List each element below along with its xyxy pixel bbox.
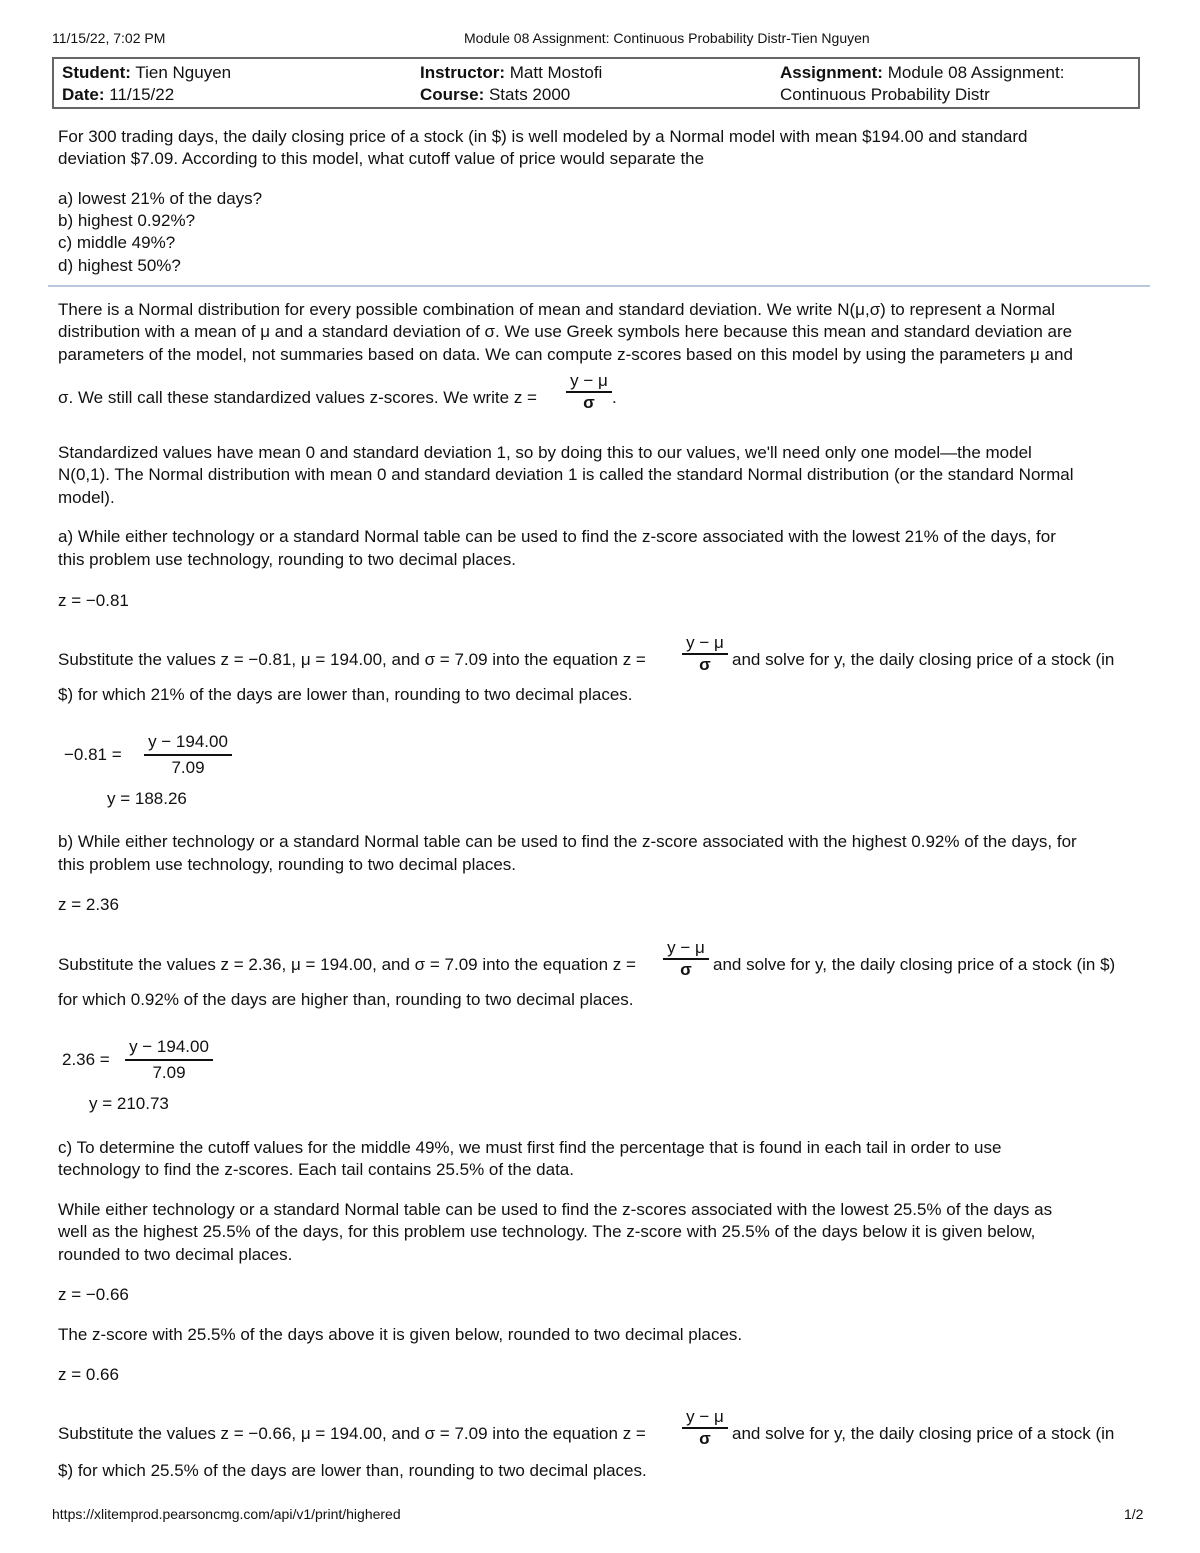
eq-numerator: y − 194.00 bbox=[125, 1035, 213, 1061]
part-c-line-1: c) To determine the cutoff values for the middle 49%, we must first find the percentage that is found in each tail in order to use bbox=[58, 1138, 1002, 1157]
page-number: 1/2 bbox=[1124, 1506, 1144, 1522]
question-text-2: deviation $7.09. According to this model, what cutoff value of price would separate the bbox=[58, 149, 705, 168]
part-a-eq-fraction bbox=[144, 730, 232, 780]
instructor-name: Matt Mostofi bbox=[509, 63, 603, 82]
course-name: Stats 2000 bbox=[488, 85, 571, 104]
fraction-numerator: y − μ bbox=[663, 938, 709, 960]
part-a-substitute-1-end: and solve for y, the daily closing price of a stock (in bbox=[732, 650, 1115, 669]
part-b-substitute-1: Substitute the values z = 2.36, μ = 194.00, and σ = 7.09 into the equation z = bbox=[58, 955, 636, 974]
part-c-para-2: well as the highest 25.5% of the days, for this problem use technology. The z-score with 25.5% of the days below it is given below, bbox=[58, 1222, 1036, 1241]
intro-line-4: σ. We still call these standardized values z-scores. We write z = bbox=[58, 388, 537, 407]
standard-line-3: model). bbox=[58, 488, 115, 507]
part-c-z-upper: z = 0.66 bbox=[58, 1365, 119, 1384]
date-label: Date: bbox=[62, 85, 105, 104]
part-a-line-2: this problem use technology, rounding to two decimal places. bbox=[58, 550, 516, 569]
part-a-z-value: z = −0.81 bbox=[58, 591, 129, 610]
student-name: Tien Nguyen bbox=[135, 63, 232, 82]
date-value: 11/15/22 bbox=[109, 85, 175, 104]
question-text-1: For 300 trading days, the daily closing price of a stock (in $) is well modeled by a Normal model with mean $194.00 and standard bbox=[58, 127, 1028, 146]
eq-numerator: y − 194.00 bbox=[144, 730, 232, 756]
assignment-label: Assignment: bbox=[780, 63, 883, 82]
fraction-denominator: σ bbox=[583, 393, 595, 412]
part-b-line-1: b) While either technology or a standard Normal table can be used to find the z-score associated with the highest 0.92% of the days, for bbox=[58, 832, 1077, 851]
part-b-z-value: z = 2.36 bbox=[58, 895, 119, 914]
assignment-name: Module 08 Assignment: bbox=[887, 63, 1065, 82]
eq-denominator: 7.09 bbox=[152, 1063, 186, 1082]
part-a-z-formula bbox=[682, 633, 728, 675]
intro-line-3: parameters of the model, not summaries based on data. We can compute z-scores based on this model by using the parameters μ and bbox=[58, 345, 1073, 364]
part-b-z-formula bbox=[663, 938, 709, 980]
assignment-name-cont: Continuous Probability Distr bbox=[780, 85, 990, 104]
section-divider bbox=[48, 285, 1150, 287]
intro-line-2: distribution with a mean of μ and a standard deviation of σ. We use Greek symbols here because this mean and standard deviation are bbox=[58, 322, 1073, 341]
part-c-line-2: technology to find the z-scores. Each tail contains 25.5% of the data. bbox=[58, 1160, 574, 1179]
part-c-substitute-1-end: and solve for y, the daily closing price of a stock (in bbox=[732, 1424, 1115, 1443]
part-c-z-formula bbox=[682, 1407, 728, 1449]
fraction-denominator: σ bbox=[699, 1429, 711, 1448]
intro-line-4-end: . bbox=[612, 388, 617, 407]
print-datetime: 11/15/22, 7:02 PM bbox=[52, 30, 166, 46]
z-formula-fraction bbox=[566, 371, 612, 413]
student-label: Student: bbox=[62, 63, 131, 82]
course-row bbox=[420, 84, 570, 106]
intro-line-1: There is a Normal distribution for every possible combination of mean and standard deviation. We write N(μ,σ) to represent a Normal bbox=[58, 300, 1055, 319]
question-part-d: d) highest 50%? bbox=[58, 256, 181, 275]
date-row bbox=[62, 84, 174, 106]
part-b-substitute-1-end: and solve for y, the daily closing price of a stock (in $) bbox=[713, 955, 1116, 974]
part-a-eq-lhs: −0.81 = bbox=[64, 745, 122, 764]
info-box bbox=[52, 57, 1140, 109]
page-title: Module 08 Assignment: Continuous Probability Distr-Tien Nguyen bbox=[464, 30, 870, 46]
part-a-result: y = 188.26 bbox=[107, 789, 187, 808]
part-a-line-1: a) While either technology or a standard Normal table can be used to find the z-score associated with the lowest 21% of the days, for bbox=[58, 527, 1056, 546]
standard-line-2: N(0,1). The Normal distribution with mean 0 and standard deviation 1 is called the standard Normal distribution (or the standard Normal bbox=[58, 465, 1074, 484]
part-b-eq-fraction bbox=[125, 1035, 213, 1085]
fraction-numerator: y − μ bbox=[566, 371, 612, 393]
fraction-numerator: y − μ bbox=[682, 1407, 728, 1429]
assignment-row bbox=[780, 62, 1064, 84]
part-c-z-lower: z = −0.66 bbox=[58, 1285, 129, 1304]
part-a-substitute-1: Substitute the values z = −0.81, μ = 194.00, and σ = 7.09 into the equation z = bbox=[58, 650, 646, 669]
part-b-eq-lhs: 2.36 = bbox=[62, 1050, 110, 1069]
course-label: Course: bbox=[420, 85, 485, 104]
question-part-b: b) highest 0.92%? bbox=[58, 211, 196, 230]
part-c-para-1: While either technology or a standard Normal table can be used to find the z-scores associated with the lowest 25.5% of the days as bbox=[58, 1200, 1053, 1219]
part-c-substitute-2: $) for which 25.5% of the days are lower than, rounding to two decimal places. bbox=[58, 1461, 647, 1480]
part-c-above-text: The z-score with 25.5% of the days above it is given below, rounded to two decimal places. bbox=[58, 1325, 743, 1344]
part-b-result: y = 210.73 bbox=[89, 1094, 169, 1113]
fraction-denominator: σ bbox=[680, 960, 692, 979]
fraction-numerator: y − μ bbox=[682, 633, 728, 655]
part-b-line-2: this problem use technology, rounding to two decimal places. bbox=[58, 855, 516, 874]
eq-denominator: 7.09 bbox=[171, 758, 205, 777]
part-c-substitute-1: Substitute the values z = −0.66, μ = 194.00, and σ = 7.09 into the equation z = bbox=[58, 1424, 646, 1443]
question-part-a: a) lowest 21% of the days? bbox=[58, 189, 263, 208]
part-b-substitute-2: for which 0.92% of the days are higher than, rounding to two decimal places. bbox=[58, 990, 634, 1009]
standard-line-1: Standardized values have mean 0 and standard deviation 1, so by doing this to our values, we'll need only one model—the model bbox=[58, 443, 1032, 462]
fraction-denominator: σ bbox=[699, 655, 711, 674]
instructor-label: Instructor: bbox=[420, 63, 505, 82]
part-c-para-3: rounded to two decimal places. bbox=[58, 1245, 293, 1264]
question-part-c: c) middle 49%? bbox=[58, 233, 176, 252]
student-row bbox=[62, 62, 231, 84]
footer-url[interactable]: https://xlitemprod.pearsoncmg.com/api/v1/print/highered bbox=[52, 1506, 401, 1522]
instructor-row bbox=[420, 62, 602, 84]
part-a-substitute-2: $) for which 21% of the days are lower than, rounding to two decimal places. bbox=[58, 685, 633, 704]
